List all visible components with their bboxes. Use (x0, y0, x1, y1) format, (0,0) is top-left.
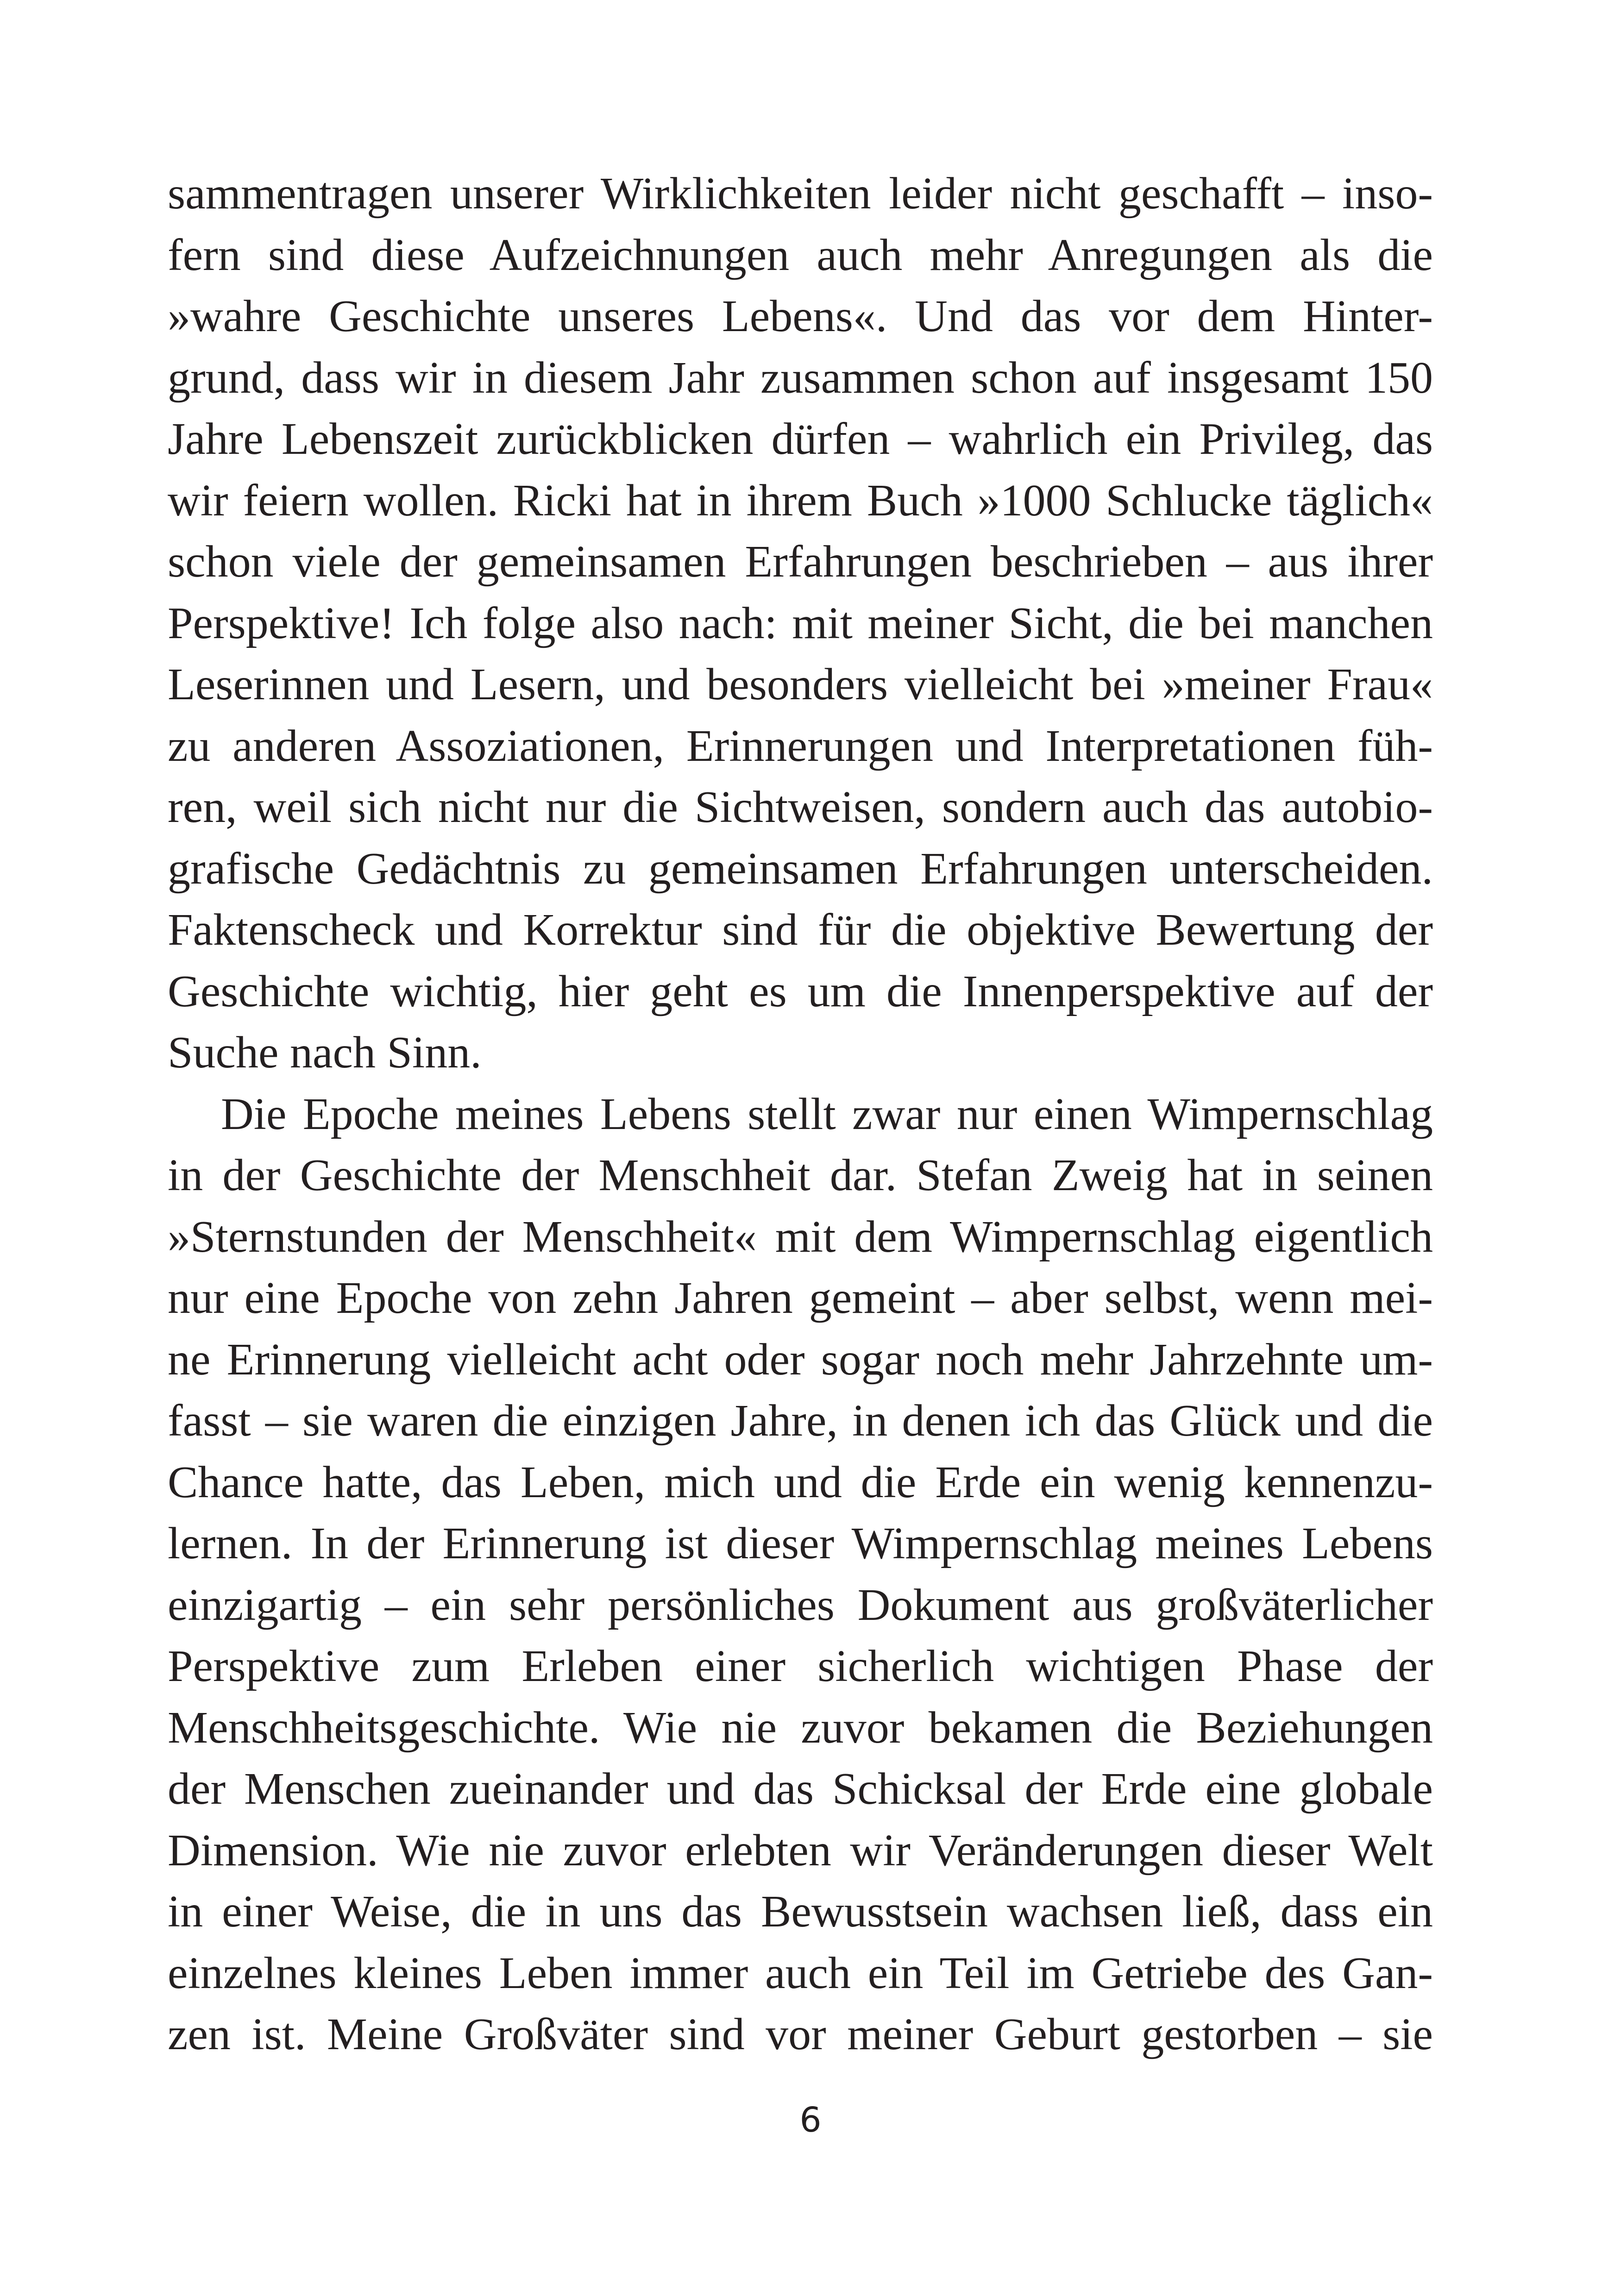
text-line: Chance hatte, das Leben, mich und die Erde ein wenig kennenzu- (168, 1457, 1433, 1507)
text-line: Jahre Lebenszeit zurückblicken dürfen – wahrlich ein Privileg, das (168, 414, 1433, 464)
text-line: grund, dass wir in diesem Jahr zusammen schon auf insgesamt 150 (168, 352, 1433, 403)
text-line: zu anderen Assoziationen, Erinnerungen und Interpretationen füh- (168, 721, 1433, 771)
text-line: nur eine Epoche von zehn Jahren gemeint – aber selbst, wenn mei- (168, 1273, 1433, 1323)
text-line: wir feiern wollen. Ricki hat in ihrem Buch »1000 Schlucke täglich« (168, 475, 1433, 526)
text-line: in der Geschichte der Menschheit dar. Stefan Zweig hat in seinen (168, 1150, 1433, 1200)
text-line: einzelnes kleines Leben immer auch ein Teil im Getriebe des Gan- (168, 1948, 1433, 1998)
text-line: ren, weil sich nicht nur die Sichtweisen, sondern auch das autobio- (168, 782, 1433, 832)
paragraph-1 (168, 163, 1433, 1084)
page-number: 6 (799, 2100, 822, 2140)
text-line: »Sternstunden der Menschheit« mit dem Wimpernschlag eigentlich (168, 1211, 1433, 1262)
text-line: Faktenscheck und Korrektur sind für die objektive Bewertung der (168, 905, 1433, 955)
text-line: Menschheitsgeschichte. Wie nie zuvor bekamen die Beziehungen (168, 1702, 1433, 1753)
text-line: Perspektive zum Erleben einer sicherlich wichtigen Phase der (168, 1641, 1433, 1691)
text-line: Geschichte wichtig, hier geht es um die Innenperspektive auf der (168, 966, 1433, 1016)
text-line: Leserinnen und Lesern, und besonders vielleicht bei »meiner Frau« (168, 659, 1433, 709)
text-line: zen ist. Meine Großväter sind vor meiner Geburt gestorben – sie (168, 2009, 1433, 2059)
text-line: Die Epoche meines Lebens stellt zwar nur einen Wimpernschlag (221, 1089, 1433, 1139)
text-line: lernen. In der Erinnerung ist dieser Wimpernschlag meines Lebens (168, 1518, 1433, 1568)
text-line: fasst – sie waren die einzigen Jahre, in denen ich das Glück und die (168, 1396, 1433, 1446)
text-line: grafische Gedächtnis zu gemeinsamen Erfahrungen unterscheiden. (168, 843, 1433, 894)
text-line: der Menschen zueinander und das Schicksal der Erde eine globale (168, 1764, 1433, 1814)
text-line: Suche nach Sinn. (168, 1028, 482, 1078)
paragraph-2 (168, 1084, 1433, 2065)
text-line: ne Erinnerung vielleicht acht oder sogar noch mehr Jahrzehnte um- (168, 1334, 1433, 1385)
text-line: Perspektive! Ich folge also nach: mit meiner Sicht, die bei manchen (168, 598, 1433, 648)
text-line: Dimension. Wie nie zuvor erlebten wir Veränderungen dieser Welt (168, 1825, 1433, 1876)
body-text (168, 163, 1433, 2065)
text-line: schon viele der gemeinsamen Erfahrungen beschrieben – aus ihrer (168, 537, 1433, 587)
text-line: einzigartig – ein sehr persönliches Dokument aus großväterlicher (168, 1580, 1433, 1630)
text-line: in einer Weise, die in uns das Bewusstsein wachsen ließ, dass ein (168, 1887, 1433, 1937)
text-line: »wahre Geschichte unseres Lebens«. Und das vor dem Hinter- (168, 291, 1433, 341)
text-line: sammentragen unserer Wirklichkeiten leider nicht geschafft – inso- (168, 169, 1433, 219)
text-line: fern sind diese Aufzeichnungen auch mehr Anregungen als die (168, 230, 1433, 280)
